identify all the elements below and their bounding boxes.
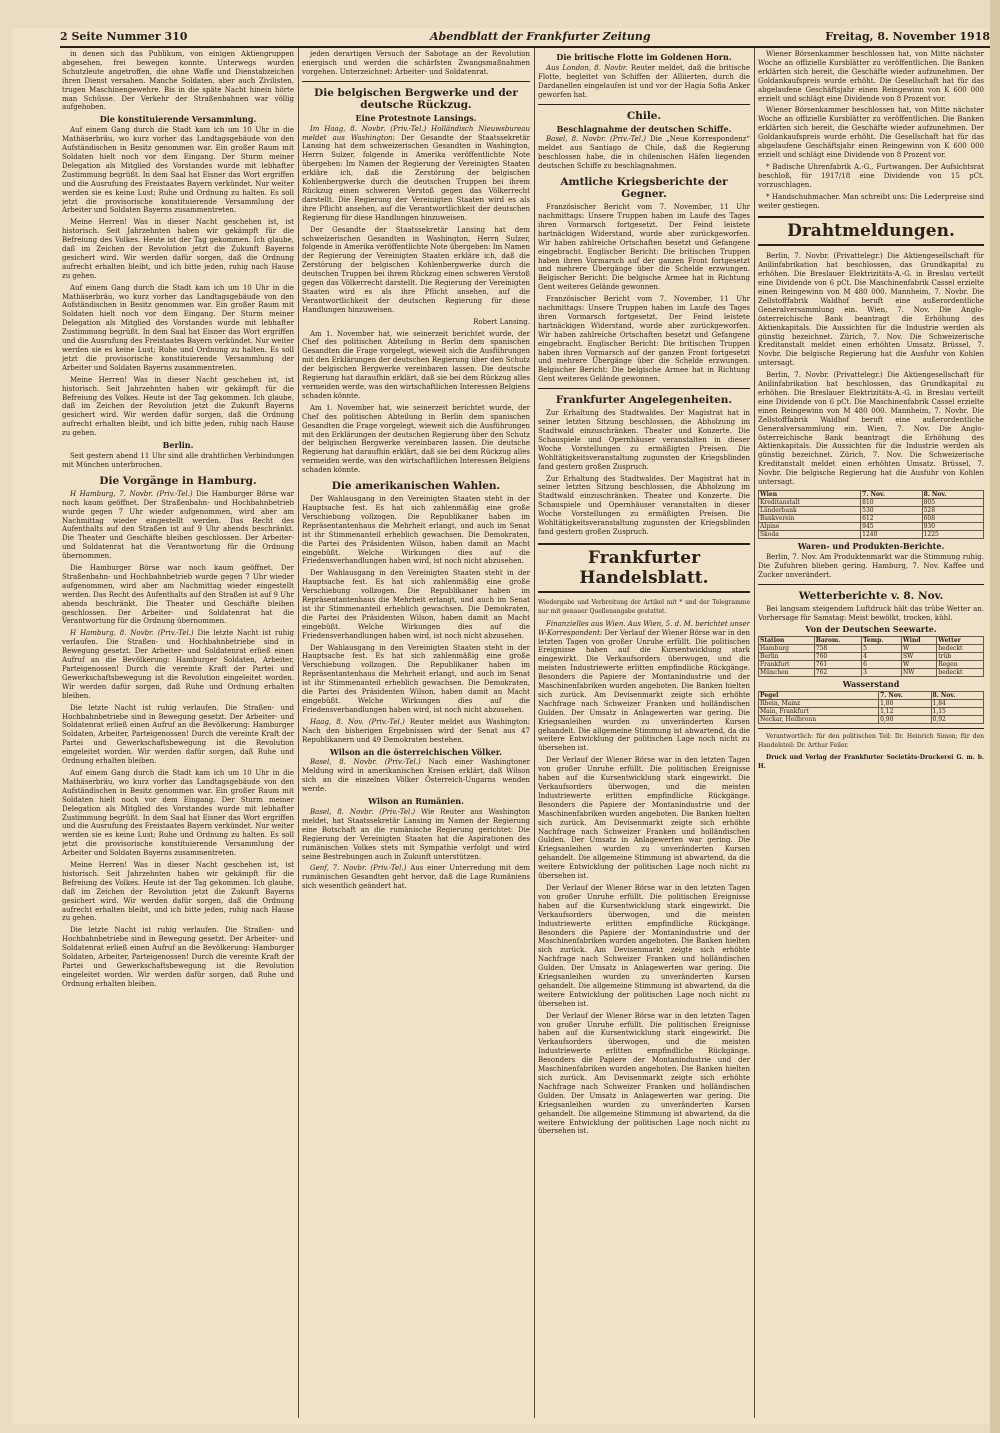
article-body: Der Verlauf der Wiener Börse war in den letzten Tagen von großer Unruhe erfüllt. Die politischen Ereignisse haben auf die Kursentwicklung stark eingewirkt. Die Verkaufsorders überwogen, und die meisten Industriewerte erlitten empfindliche Rückgänge. Besonders die Papiere der Montanindustrie und der Maschinenfabriken wurden angeboten. Die Banken hielten sich zurück. Am Devisenmarkt zeigte sich erhöhte Nachfrage nach Schweizer Franken und holländischen Gulden. Der Umsatz in Anlagewerten war gering. Die Kriegsanleihen wurden zu unveränderten Kursen gehandelt. Die allgemeine Stimmung ist abwartend, da die weitere Entwicklung der politischen Lage noch nicht zu übersehen ist. <box>538 628 750 753</box>
article-headline: Amtliche Kriegsberichte der Gegner. <box>560 176 728 201</box>
section-heading: Die konstituierende Versammlung. <box>99 114 257 125</box>
article-text: Meine Herren! Was in dieser Nacht geschehen ist, ist historisch. Seit Jahrzehnten haben wir gekämpft für die Befreiung des Volkes. Heute ist der Tag gekommen. Ich glaube, daß im Zeichen der Revolution jetzt die Zukunft Bayerns gesichert wird. Wir werden dafür sorgen, daß die Ordnung aufrecht erhalten bleibt, und ich bitte jeden, ruhig nach Hause zu gehen. <box>62 861 294 923</box>
article-text: Am 1. November hat, wie seinerzeit berichtet wurde, der Chef des politischen Abteilung in Berlin dem spanischen Gesandten die Frage vorgelegt, wieweit sich die Ausführungen mit den Erklärungen der deutschen Regierung über den Schutz der belgischen Bergwerke vereinbaren lassen. Die deutsche Regierung hat daraufhin erklärt, daß sie bei dem Rückzug alles vermeiden werde, was den wirtschaftlichen Interessen Belgiens schaden könnte. <box>302 403 530 475</box>
article-text: Die letzte Nacht ist ruhig verlaufen. Die Straßen- und Hochbahnbetriebe sind in Bewegung gesetzt. Der Arbeiter- und Soldatenrat erließ einen Aufruf an die Bevölkerung: Hamburger Soldaten, Arbeiter, Parteigenossen! Durch die vereinte Kraft der Partei und Gewerkschaftsbewegung ist die Revolution eingeleitet worden. Wir werden dafür sorgen, daß Ruhe und Ordnung erhalten bleiben. <box>62 703 294 766</box>
weather-table <box>758 636 984 677</box>
imprint: Verantwortlich: für den politischen Teil: Dr. Heinrich Simon; für den Handelsteil: Dr. Arthur Feiler. <box>758 733 984 750</box>
article-body: Die letzte Nacht ist ruhig verlaufen. Die Straßen- und Hochbahnbetriebe sind in Bewegung gesetzt. Der Arbeiter- und Soldatenrat erließ einen Aufruf an die Bevölkerung: Hamburger Soldaten, Arbeiter, Parteigenossen! Durch die vereinte Kraft der Partei und Gewerkschaftsbewegung ist die Revolution eingeleitet worden. Wir werden dafür sorgen, daß Ruhe und Ordnung erhalten bleiben. <box>62 629 294 700</box>
article-text: Zur Erhaltung des Stadtwaldes. Der Magistrat hat in seiner letzten Sitzung beschlossen, die Abholzung im Stadtwald einzuschränken. Theater und Konzerte. Die Schauspiele und Opernhäuser veranstalten in dieser Woche Vorstellungen zu ermäßigten Preisen. Die Wohltätigkeitsveranstaltung zugunsten der Kriegsblinden fand gestern großen Zuspruch. <box>538 409 750 471</box>
article-headline: Die britische Flotte im Goldenen Horn. <box>556 52 732 62</box>
section-heading: Waren- und Produkten-Berichte. <box>797 540 945 551</box>
divider <box>758 728 984 729</box>
cell: 530 <box>861 506 922 514</box>
article-headline: Chile. <box>626 109 662 122</box>
table-header: 8. Nov. <box>922 490 983 498</box>
article-text <box>302 718 530 745</box>
article-body: Die „Neue Korrespondenz“ meldet aus Santiago de Chile, daß die Regierung beschlossen habe, die in chilenischen Häfen liegenden deutschen Schiffe zu beschlagnahmen. <box>538 135 750 171</box>
cell: Alpine <box>759 522 861 530</box>
section-heading: Berlin. <box>162 440 194 451</box>
cell: 528 <box>922 506 983 514</box>
imprint: Druck und Verlag der Frankfurter Societäts-Druckerei G. m. b. H. <box>758 754 984 770</box>
article-text: Berlin, 7. Novbr. (Privattelegr.) Die Aktiengesellschaft für Anilinfabrikation hat beschlossen, das Grundkapital zu erhöhen. Die Breslauer Elektrizitäts-A.-G. in Breslau verteilt eine Dividende von 6 pCt. Die Maschinenfabrik Cassel erzielte einen Reingewinn von M 480 000. Mannheim, 7. Novbr. Die Zellstofffabrik Waldhof beruft eine außerordentliche Generalversammlung ein. Wien, 7. Nov. Die Anglo-österreichische Bank beantragt die Erhöhung des Aktienkapitals. Die Aussichten für die Industrie werden als günstig bezeichnet. Zürich, 7. Nov. Die Schweizerische Kreditanstalt meldet einen erhöhten Umsatz. Brüssel, 7. Novbr. Die belgische Regierung hat die Ausfuhr von Kohlen untersagt. <box>758 252 984 368</box>
article-text <box>62 629 294 700</box>
dateline: Aus London, 8. Novbr. <box>546 63 628 72</box>
article-text <box>302 758 530 794</box>
article-text: Am 1. November hat, wie seinerzeit berichtet wurde, der Chef des politischen Abteilung in Berlin dem spanischen Gesandten die Frage vorgelegt, wieweit sich die Ausführungen mit den Erklärungen der deutschen Regierung über den Schutz der belgischen Bergwerke vereinbaren lassen. Die deutsche Regierung hat daraufhin erklärt, daß sie bei dem Rückzug alles vermeiden werde, was den wirtschaftlichen Interessen Belgiens schaden könnte. <box>302 329 530 400</box>
signature: Robert Lansing. <box>473 317 530 326</box>
section-heading: Von der Deutschen Seewarte. <box>805 624 937 635</box>
section-headline: Frankfurter Angelegenheiten. <box>555 394 733 407</box>
article-text <box>538 620 750 754</box>
divider <box>538 388 750 389</box>
water-level-table <box>758 691 984 724</box>
divider <box>302 81 530 82</box>
column-rule <box>298 48 299 1418</box>
cell: bedeckt <box>937 669 984 677</box>
table-row <box>759 708 984 716</box>
article-text: Der Wahlausgang in den Vereinigten Staaten steht in der Hauptsache fest. Es hat sich zahlenmäßig eine große Verschiebung vollzogen. Die Republikaner haben im Repräsentantenhaus die Mehrheit erlangt, und auch im Senat ist ihr Stimmenanteil erheblich gewachsen. Die Demokraten, die Partei des Präsidenten Wilson, haben damit an Macht eingebüßt. Welche Wirkungen dies auf die Friedensverhandlungen haben wird, ist noch nicht abzusehen. <box>302 495 530 566</box>
section-heading: Wasserstand <box>842 679 900 690</box>
article-text <box>302 808 530 861</box>
page-header <box>60 30 990 48</box>
news-note: * Handschuhmacher. Man schreibt uns: Die Lederpreise sind weiter gestiegen. <box>758 192 984 210</box>
section-masthead: Frankfurter Handelsblatt. <box>538 543 750 593</box>
article-headline: Wilson an Rumänien. <box>368 796 464 807</box>
article-subheadline: Eine Protestnote Lansings. <box>355 112 477 123</box>
paper-name: Abendblatt der Frankfurter Zeitung <box>430 30 651 43</box>
article-text: Französischer Bericht vom 7. November, 11 Uhr nachmittags: Unsere Truppen haben im Laufe des Tages ihren Vormarsch fortgesetzt. Der Feind leistete hartnäckigen Widerstand, wurde aber zurückgeworfen. Wir haben zahlreiche Ortschaften besetzt und Gefangene eingebracht. Englischer Bericht: Die britischen Truppen haben ihren Vormarsch auf der ganzen Front fortgesetzt und mehrere Übergänge über die Schelde erzwungen. Belgischer Bericht: Die belgische Armee hat in Richtung Gent weiteres Gelände gewonnen. <box>538 295 750 384</box>
copyright-note: Wiedergabe und Verbreitung der Artikel mit * und der Telegramme nur mit genauer Quellenangabe gestattet. <box>538 598 750 615</box>
article-text <box>62 490 294 561</box>
article-body: Reuter meldet aus Washington: Nach den bisherigen Ergebnissen wird der Senat aus 47 Republikanern und 49 Demokraten bestehen. <box>302 717 530 744</box>
article-text <box>302 864 530 891</box>
dateline: Haag, 8. Nov. (Priv.-Tel.) <box>310 717 405 726</box>
dateline: Genf, 7. Novbr. (Priv.-Tel.) <box>310 864 407 873</box>
scan-edge <box>990 0 1000 1433</box>
cell: Frankfurt <box>759 661 815 669</box>
table-row <box>759 669 984 677</box>
cell: NW <box>902 669 937 677</box>
cell: Kreditanstalt <box>759 498 861 506</box>
article-text: Wiener Börsenkammer beschlossen hat, von Mitte nächster Woche an offizielle Kursblätter zu veröffentlichen. Die Banken erklärten sich bereit, die Geschäfte wieder aufzunehmen. Der Goldankaufspreis wurde erhöht. Die Gesellschaft hat für das abgelaufene Geschäftsjahr einen Reingewinn von K 600 000 erzielt und schlägt eine Dividende von 8 Prozent vor. <box>758 50 984 103</box>
section-headline: Wetterberichte v. 8. Nov. <box>798 589 944 602</box>
cell: SW <box>902 653 937 661</box>
cell: Länderbank <box>759 506 861 514</box>
article-text: Berlin, 7. Nov. Am Produktenmarkt war die Stimmung ruhig. Die Zufuhren blieben gering. Hamburg, 7. Nov. Kaffee und Zucker unverändert. <box>758 552 984 579</box>
article-text: in denen sich das Publikum, von einigen Aktiengruppen abgesehen, frei bewegen konnte. Unterwegs wurden Schutzleute angetroffen, die ohne Waffe und Dienstabzeichen ihren Dienst versahen. Manche Soldaten, aber auch Zivilisten, trugen Maschinengewehre. Bis in die späte Nacht hinein hörte man Schüsse. Der Verkehr der Straßenbahnen war völlig aufgehoben. <box>62 50 294 112</box>
dateline: Basel, 8. Novbr. (Priv.-Tel.) <box>310 758 421 767</box>
table-row <box>759 506 984 514</box>
article-body: Der Gesandte der Staatssekretär Lansing hat dem schweizerischen Gesandten in Washington, Herrn Sulzer, folgende in Amerika veröffentlichte Note übergeben: Im Namen der Regierung der Vereinigten Staaten erkläre ich, daß die Zerstörung der belgischen Kohlenbergwerke durch die deutschen Truppen bei ihrem Rückzug einen schweren Verstoß gegen das Völkerrecht darstellt. Die Regierung der Vereinigten Staaten wird es als ihre Pflicht ansehen, auf die Verantwortlichkeit der deutschen Regierung für diese Handlungen hinzuweisen. <box>302 133 530 222</box>
cell: W <box>902 661 937 669</box>
column-4 <box>758 50 984 1410</box>
article-text: Bei langsam steigendem Luftdruck hält das trübe Wetter an. Vorhersage für Samstag: Meist bewölkt, trocken, kühl. <box>758 604 984 622</box>
article-text <box>538 135 750 171</box>
article-text: Meine Herren! Was in dieser Nacht geschehen ist, ist historisch. Seit Jahrzehnten haben wir gekämpft für die Befreiung des Volkes. Heute ist der Tag gekommen. Ich glaube, daß im Zeichen der Revolution jetzt die Zukunft Bayerns gesichert wird. Wir werden dafür sorgen, daß die Ordnung aufrecht erhalten bleibt, und ich bitte jeden, ruhig nach Hause zu gehen. <box>62 375 294 438</box>
article-body: Aus einer Unterredung mit dem rumänischen Gesandten geht hervor, daß die Lage Rumäniens sich wesentlich geändert hat. <box>302 864 530 891</box>
cell: Rhein, Mainz <box>759 700 879 708</box>
cell: 1,15 <box>931 708 983 716</box>
article-text: Meine Herren! Was in dieser Nacht geschehen ist, ist historisch. Seit Jahrzehnten haben wir gekämpft für die Befreiung des Volkes. Heute ist der Tag gekommen. Ich glaube, daß im Zeichen der Revolution jetzt die Zukunft Bayerns gesichert wird. Wir werden dafür sorgen, daß die Ordnung aufrecht erhalten bleibt, und ich bitte jeden, ruhig nach Hause zu gehen. <box>62 218 294 280</box>
article-subheadline: Beschlagnahme der deutschen Schiffe. <box>556 123 732 134</box>
article-headline: Die belgischen Bergwerke und der deutsche Rückzug. <box>314 86 518 111</box>
dateline: Basel, 8. Novbr. (Priv.-Tel.) <box>310 807 416 816</box>
cell: Skoda <box>759 530 861 538</box>
dateline: Finanzielles aus Wien. Aus Wien, 5. d. M. berichtet unser W-Korrespondent: <box>538 619 750 637</box>
column-3 <box>538 50 750 1410</box>
cell: 945 <box>861 522 922 530</box>
cell: 761 <box>814 661 861 669</box>
cell: W <box>902 645 937 653</box>
article-text: Die letzte Nacht ist ruhig verlaufen. Die Straßen- und Hochbahnbetriebe sind in Bewegung gesetzt. Der Arbeiter- und Soldatenrat erließ einen Aufruf an die Bevölkerung: Hamburger Soldaten, Arbeiter, Parteigenossen! Durch die vereinte Kraft der Partei und Gewerkschaftsbewegung ist die Revolution eingeleitet worden. Wir werden dafür sorgen, daß Ruhe und Ordnung erhalten bleiben. <box>62 926 294 988</box>
article-text: Die Hamburger Börse war noch kaum geöffnet. Der Straßenbahn- und Hochbahnbetrieb wurde gegen 7 Uhr wieder aufgenommen, wird aber am Nachmittag wieder eingestellt werden. Das Recht des Aufenthalts auf den Straßen ist auf 9 Uhr abends beschränkt. Die Theater und Geschäfte bleiben geschlossen. Der Arbeiter- und Soldatenrat hat die Verantwortung für die Ordnung übernommen. <box>62 564 294 626</box>
page-label: 2 Seite Nummer 310 <box>60 30 188 43</box>
cell: 608 <box>922 514 983 522</box>
cell: Main, Frankfurt <box>759 708 879 716</box>
article-headline: Wilson an die österreichischen Völker. <box>329 746 503 757</box>
divider <box>758 584 984 585</box>
table-row <box>759 716 984 724</box>
cell: 760 <box>814 653 861 661</box>
table-header: Station <box>759 637 815 645</box>
cell: Regen <box>937 661 984 669</box>
table-row <box>759 530 984 538</box>
article-body: Die Hamburger Börse war noch kaum geöffnet. Der Straßenbahn- und Hochbahnbetrieb wurde gegen 7 Uhr wieder aufgenommen, wird aber am Nachmittag wieder eingestellt werden. Das Recht des Aufenthalts auf den Straßen ist auf 9 Uhr abends beschränkt. Die Theater und Geschäfte bleiben geschlossen. Der Arbeiter- und Soldatenrat hat die Verantwortung für die Ordnung übernommen. <box>62 489 294 561</box>
cell: 758 <box>814 645 861 653</box>
news-note: * Badische Uhrenfabrik A.-G., Furtwangen. Der Aufsichtsrat beschloß, für 1917/18 eine Dividende von 15 pCt. vorzuschlagen. <box>758 162 984 189</box>
cell: Bankverein <box>759 514 861 522</box>
stock-table <box>758 490 984 539</box>
article-text <box>302 125 530 223</box>
section-masthead: Drahtmeldungen. <box>758 216 984 246</box>
cell: trüb <box>937 653 984 661</box>
table-row <box>759 522 984 530</box>
article-body: Reuter meldet, daß die britische Flotte, begleitet von Schiffen der Alliierten, durch die Dardanellen eingelaufen ist und vor der Hagia Sofia Anker geworfen hat. <box>538 63 750 99</box>
cell: 1240 <box>861 530 922 538</box>
cell: 0,92 <box>931 716 983 724</box>
dateline: Im Haag, 8. Novbr. (Priv.-Tel.) Holländisch Nieuwsbureau meldet aus Washington: <box>302 124 530 142</box>
article-text: Der Wahlausgang in den Vereinigten Staaten steht in der Hauptsache fest. Es hat sich zahlenmäßig eine große Verschiebung vollzogen. Die Republikaner haben im Repräsentantenhaus die Mehrheit erlangt, und auch im Senat ist ihr Stimmenanteil erheblich gewachsen. Die Demokraten, die Partei des Präsidenten Wilson, haben damit an Macht eingebüßt. Welche Wirkungen dies auf die Friedensverhandlungen haben wird, ist noch nicht abzusehen. <box>302 569 530 640</box>
cell: bedeckt <box>937 645 984 653</box>
table-row <box>759 645 984 653</box>
article-body: Wie Reuter aus Washington meldet, hat Staatssekretär Lansing im Namen der Regierung eine Botschaft an die rumänische Regierung gerichtet: Die Regierung der Vereinigten Staaten hat die Aspirationen des rumänischen Volkes stets mit Sympathie verfolgt und wird seine Bestrebungen auch in Zukunft unterstützen. <box>302 807 530 861</box>
divider <box>538 104 750 105</box>
cell: 0,90 <box>879 716 931 724</box>
table-header: Temp. <box>862 637 902 645</box>
cell: 810 <box>861 498 922 506</box>
article-text: Auf einem Gang durch die Stadt kam ich um 10 Uhr in die Mathäserbräu, wo kurz vorher das Landtagsgebäude von den Aufständischen in Besitz genommen war. Ein großer Raum mit Soldaten hielt noch vor dem Eingang. Der Sturm meiner Delegation als Mitglied des Vorstandes wurde mit lebhafter Zustimmung begrüßt. In dem Saal hat Eisner das Wort ergriffen und die Ausrufung des Freistaates Bayern verkündet. Nur weiter werden sie es keine Lust; Ruhe und Ordnung zu halten. Es soll jetzt die provisorische konstituierende Versammlung der Arbeiter und Soldaten Bayerns zusammentreten. <box>62 768 294 858</box>
table-row <box>759 498 984 506</box>
article-text: Auf einem Gang durch die Stadt kam ich um 10 Uhr in die Mathäserbräu, wo kurz vorher das Landtagsgebäude von den Aufständischen in Besitz genommen war. Ein großer Raum mit Soldaten hielt noch vor dem Eingang. Der Sturm meiner Delegation als Mitglied des Vorstandes wurde mit lebhafter Zustimmung begrüßt. In dem Saal hat Eisner das Wort ergriffen und die Ausrufung des Freistaates Bayern verkündet. Nur weiter werden sie es keine Lust; Ruhe und Ordnung zu halten. Es soll jetzt die provisorische konstituierende Versammlung der Arbeiter und Soldaten Bayerns zusammentreten. <box>62 283 294 372</box>
article-text: Der Verlauf der Wiener Börse war in den letzten Tagen von großer Unruhe erfüllt. Die politischen Ereignisse haben auf die Kursentwicklung stark eingewirkt. Die Verkaufsorders überwogen, und die meisten Industriewerte erlitten empfindliche Rückgänge. Besonders die Papiere der Montanindustrie und der Maschinenfabriken wurden angeboten. Die Banken hielten sich zurück. Am Devisenmarkt zeigte sich erhöhte Nachfrage nach Schweizer Franken und holländischen Gulden. Der Umsatz in Anlagewerten war gering. Die Kriegsanleihen wurden zu unveränderten Kursen gehandelt. Die allgemeine Stimmung ist abwartend, da die weitere Entwicklung der politischen Lage noch nicht zu übersehen ist. <box>538 1011 750 1136</box>
article-text: Zur Erhaltung des Stadtwaldes. Der Magistrat hat in seiner letzten Sitzung beschlossen, die Abholzung im Stadtwald einzuschränken. Theater und Konzerte. Die Schauspiele und Opernhäuser veranstalten in dieser Woche Vorstellungen zu ermäßigten Preisen. Die Wohltätigkeitsveranstaltung zugunsten der Kriegsblinden fand gestern großen Zuspruch. <box>538 474 750 536</box>
cell: 1,84 <box>931 700 983 708</box>
cell: 1225 <box>922 530 983 538</box>
cell: 930 <box>922 522 983 530</box>
cell: 805 <box>922 498 983 506</box>
article-text: Der Verlauf der Wiener Börse war in den letzten Tagen von großer Unruhe erfüllt. Die politischen Ereignisse haben auf die Kursentwicklung stark eingewirkt. Die Verkaufsorders überwogen, und die meisten Industriewerte erlitten empfindliche Rückgänge. Besonders die Papiere der Montanindustrie und der Maschinenfabriken wurden angeboten. Die Banken hielten sich zurück. Am Devisenmarkt zeigte sich erhöhte Nachfrage nach Schweizer Franken und holländischen Gulden. Der Umsatz in Anlagewerten war gering. Die Kriegsanleihen wurden zu unveränderten Kursen gehandelt. Die allgemeine Stimmung ist abwartend, da die weitere Entwicklung der politischen Lage noch nicht zu übersehen ist. <box>538 756 750 881</box>
dateline: H Hamburg, 8. Novbr. (Priv.-Tel.) <box>70 629 194 638</box>
article-text: jeden derartigen Versuch der Sabotage an der Revolution energisch und werden die schärfsten Zwangsmaßnahmen vorgehen. Unterzeichnet: Arbeiter- und Soldatenrat. <box>302 50 530 76</box>
cell: 4 <box>862 653 902 661</box>
column-1 <box>62 50 294 1410</box>
cell: 1,12 <box>879 708 931 716</box>
cell: München <box>759 669 815 677</box>
article-text: Der Gesandte der Staatssekretär Lansing hat dem schweizerischen Gesandten in Washington, Herrn Sulzer, folgende in Amerika veröffentlichte Note übergeben: Im Namen der Regierung der Vereinigten Staaten erkläre ich, daß die Zerstörung der belgischen Kohlenbergwerke durch die deutschen Truppen bei ihrem Rückzug einen schweren Verstoß gegen das Völkerrecht darstellt. Die Regierung der Vereinigten Staaten wird es als ihre Pflicht ansehen, auf die Verantwortlichkeit der deutschen Regierung für diese Handlungen hinzuweisen. <box>302 225 530 314</box>
cell: Berlin <box>759 653 815 661</box>
column-rule <box>754 48 755 1418</box>
cell: 612 <box>861 514 922 522</box>
article-text <box>538 64 750 100</box>
article-headline: Die amerikanischen Wahlen. <box>331 480 501 493</box>
article-text: Französischer Bericht vom 7. November, 11 Uhr nachmittags: Unsere Truppen haben im Laufe des Tages ihren Vormarsch fortgesetzt. Der Feind leistete hartnäckigen Widerstand, wurde aber zurückgeworfen. Wir haben zahlreiche Ortschaften besetzt und Gefangene eingebracht. Englischer Bericht: Die britischen Truppen haben ihren Vormarsch auf der ganzen Front fortgesetzt und mehrere Übergänge über die Schelde erzwungen. Belgischer Bericht: Die belgische Armee hat in Richtung Gent weiteres Gelände gewonnen. <box>538 203 750 292</box>
cell: 3 <box>862 669 902 677</box>
table-header: Pegel <box>759 692 879 700</box>
table-header: 7. Nov. <box>879 692 931 700</box>
cell: 6 <box>862 661 902 669</box>
issue-date: Freitag, 8. November 1918 <box>825 30 990 43</box>
dateline: H Hamburg, 7. Novbr. (Priv.-Tel.) <box>70 489 193 498</box>
table-row <box>759 700 984 708</box>
article-body: Nach einer Washingtoner Meldung wird in amerikanischen Kreisen erklärt, daß Wilson sich an die einzelnen Völker Österreich-Ungarns wenden werde. <box>302 758 530 794</box>
article-text: Auf einem Gang durch die Stadt kam ich um 10 Uhr in die Mathäserbräu, wo kurz vorher das Landtagsgebäude von den Aufständischen in Besitz genommen war. Ein großer Raum mit Soldaten hielt noch vor dem Eingang. Der Sturm meiner Delegation als Mitglied des Vorstandes wurde mit lebhafter Zustimmung begrüßt. In dem Saal hat Eisner das Wort ergriffen und die Ausrufung des Freistaates Bayern verkündet. Nur weiter werden sie es keine Lust; Ruhe und Ordnung zu halten. Es soll jetzt die provisorische konstituierende Versammlung der Arbeiter und Soldaten Bayerns zusammentreten. <box>62 126 294 215</box>
table-row <box>759 661 984 669</box>
table-header: Wien <box>759 490 861 498</box>
cell: Hamburg <box>759 645 815 653</box>
dateline: Basel, 8. Novbr. (Priv.-Tel.) <box>546 135 646 144</box>
table-header: Wind <box>902 637 937 645</box>
table-header: 8. Nov. <box>931 692 983 700</box>
article-text: Wiener Börsenkammer beschlossen hat, von Mitte nächster Woche an offizielle Kursblätter zu veröffentlichen. Die Banken erklärten sich bereit, die Geschäfte wieder aufzunehmen. Der Goldankaufspreis wurde erhöht. Die Gesellschaft hat für das abgelaufene Geschäftsjahr einen Reingewinn von K 600 000 erzielt und schlägt eine Dividende von 8 Prozent vor. <box>758 106 984 159</box>
table-header: Wetter <box>937 637 984 645</box>
cell: 1,80 <box>879 700 931 708</box>
table-row <box>759 514 984 522</box>
article-text: Der Verlauf der Wiener Börse war in den letzten Tagen von großer Unruhe erfüllt. Die politischen Ereignisse haben auf die Kursentwicklung stark eingewirkt. Die Verkaufsorders überwogen, und die meisten Industriewerte erlitten empfindliche Rückgänge. Besonders die Papiere der Montanindustrie und der Maschinenfabriken wurden angeboten. Die Banken hielten sich zurück. Am Devisenmarkt zeigte sich erhöhte Nachfrage nach Schweizer Franken und holländischen Gulden. Der Umsatz in Anlagewerten war gering. Die Kriegsanleihen wurden zu unveränderten Kursen gehandelt. Die allgemeine Stimmung ist abwartend, da die weitere Entwicklung der politischen Lage noch nicht zu übersehen ist. <box>538 883 750 1008</box>
column-2 <box>302 50 530 1410</box>
cell: 762 <box>814 669 861 677</box>
article-text: Der Wahlausgang in den Vereinigten Staaten steht in der Hauptsache fest. Es hat sich zahlenmäßig eine große Verschiebung vollzogen. Die Republikaner haben im Repräsentantenhaus die Mehrheit erlangt, und auch im Senat ist ihr Stimmenanteil erheblich gewachsen. Die Demokraten, die Partei des Präsidenten Wilson, haben damit an Macht eingebüßt. Welche Wirkungen dies auf die Friedensverhandlungen haben wird, ist noch nicht abzusehen. <box>302 643 530 714</box>
article-text: Seit gestern abend 11 Uhr sind alle drahtlichen Verbindungen mit München unterbrochen. <box>62 451 294 469</box>
article-text: Berlin, 7. Novbr. (Privattelegr.) Die Aktiengesellschaft für Anilinfabrikation hat beschlossen, das Grundkapital zu erhöhen. Die Breslauer Elektrizitäts-A.-G. in Breslau verteilt eine Dividende von 6 pCt. Die Maschinenfabrik Cassel erzielte einen Reingewinn von M 480 000. Mannheim, 7. Novbr. Die Zellstofffabrik Waldhof beruft eine außerordentliche Generalversammlung ein. Wien, 7. Nov. Die Anglo-österreichische Bank beantragt die Erhöhung des Aktienkapitals. Die Aussichten für die Industrie werden als günstig bezeichnet. Zürich, 7. Nov. Die Schweizerische Kreditanstalt meldet einen erhöhten Umsatz. Brüssel, 7. Novbr. Die belgische Regierung hat die Ausfuhr von Kohlen untersagt. <box>758 371 984 487</box>
table-row <box>759 653 984 661</box>
cell: Neckar, Heilbronn <box>759 716 879 724</box>
column-rule <box>534 48 535 1418</box>
table-header: 7. Nov. <box>861 490 922 498</box>
article-headline: Die Vorgänge in Hamburg. <box>99 474 257 487</box>
cell: 5 <box>862 645 902 653</box>
table-header: Barom. <box>814 637 861 645</box>
